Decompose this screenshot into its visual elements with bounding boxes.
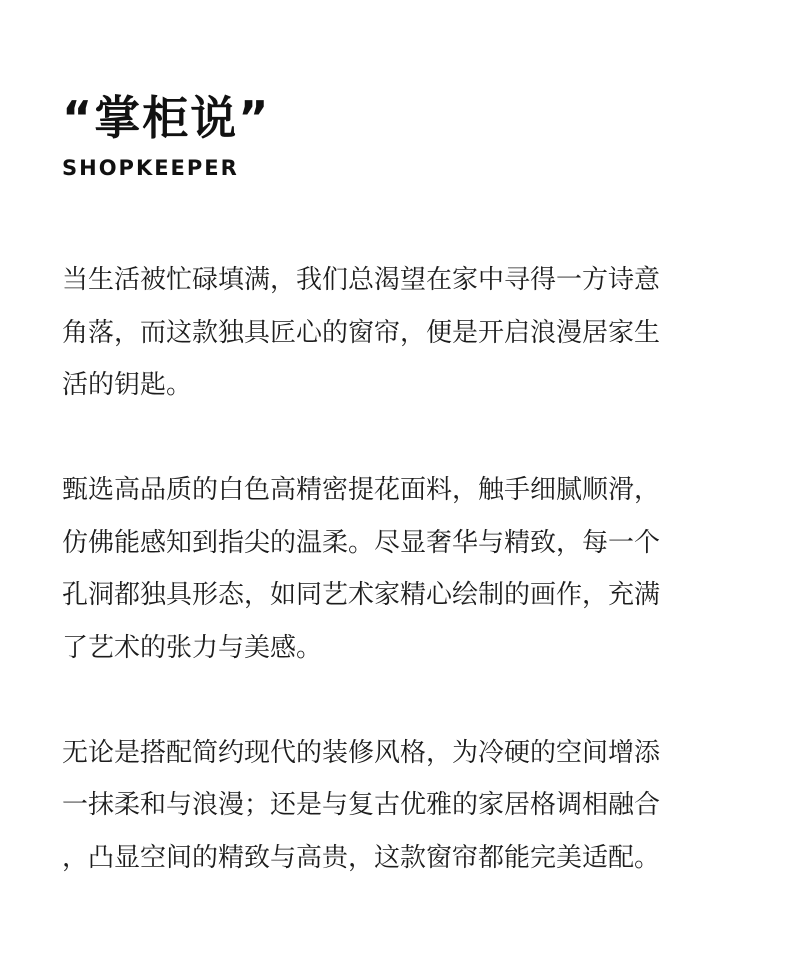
paragraph-intro [62,254,762,412]
paragraph-line: 了艺术的张力与美感。 [62,632,323,663]
page-subtitle: SHOPKEEPER [62,156,239,180]
paragraph-style [62,727,762,885]
paragraph-line: 孔洞都独具形态，如同艺术家精心绘制的画作，充满 [62,580,661,610]
paragraph-line: ，凸显空间的精致与高贵，这款窗帘都能完美适配。 [62,842,661,873]
paragraph-line: 仿佛能感知到指尖的温柔。尽显奢华与精致，每一个 [62,527,661,558]
paragraph-line: 一抹柔和与浪漫；还是与复古优雅的家居格调相融合 [62,790,661,820]
paragraph-line: 角落，而这款独具匠心的窗帘，便是开启浪漫居家生 [62,317,661,348]
paragraph-fabric [62,464,762,674]
paragraph-line: 活的钥匙。 [62,370,193,400]
article-body [62,254,762,937]
paragraph-line: 甄选高品质的白色高精密提花面料，触手细腻顺滑， [62,475,661,505]
paragraph-line: 当生活被忙碌填满，我们总渴望在家中寻得一方诗意 [62,265,661,295]
paragraph-line: 无论是搭配简约现代的装修风格，为冷硬的空间增添 [62,737,661,768]
header [62,88,270,182]
page-title: “掌柜说” [62,91,271,145]
